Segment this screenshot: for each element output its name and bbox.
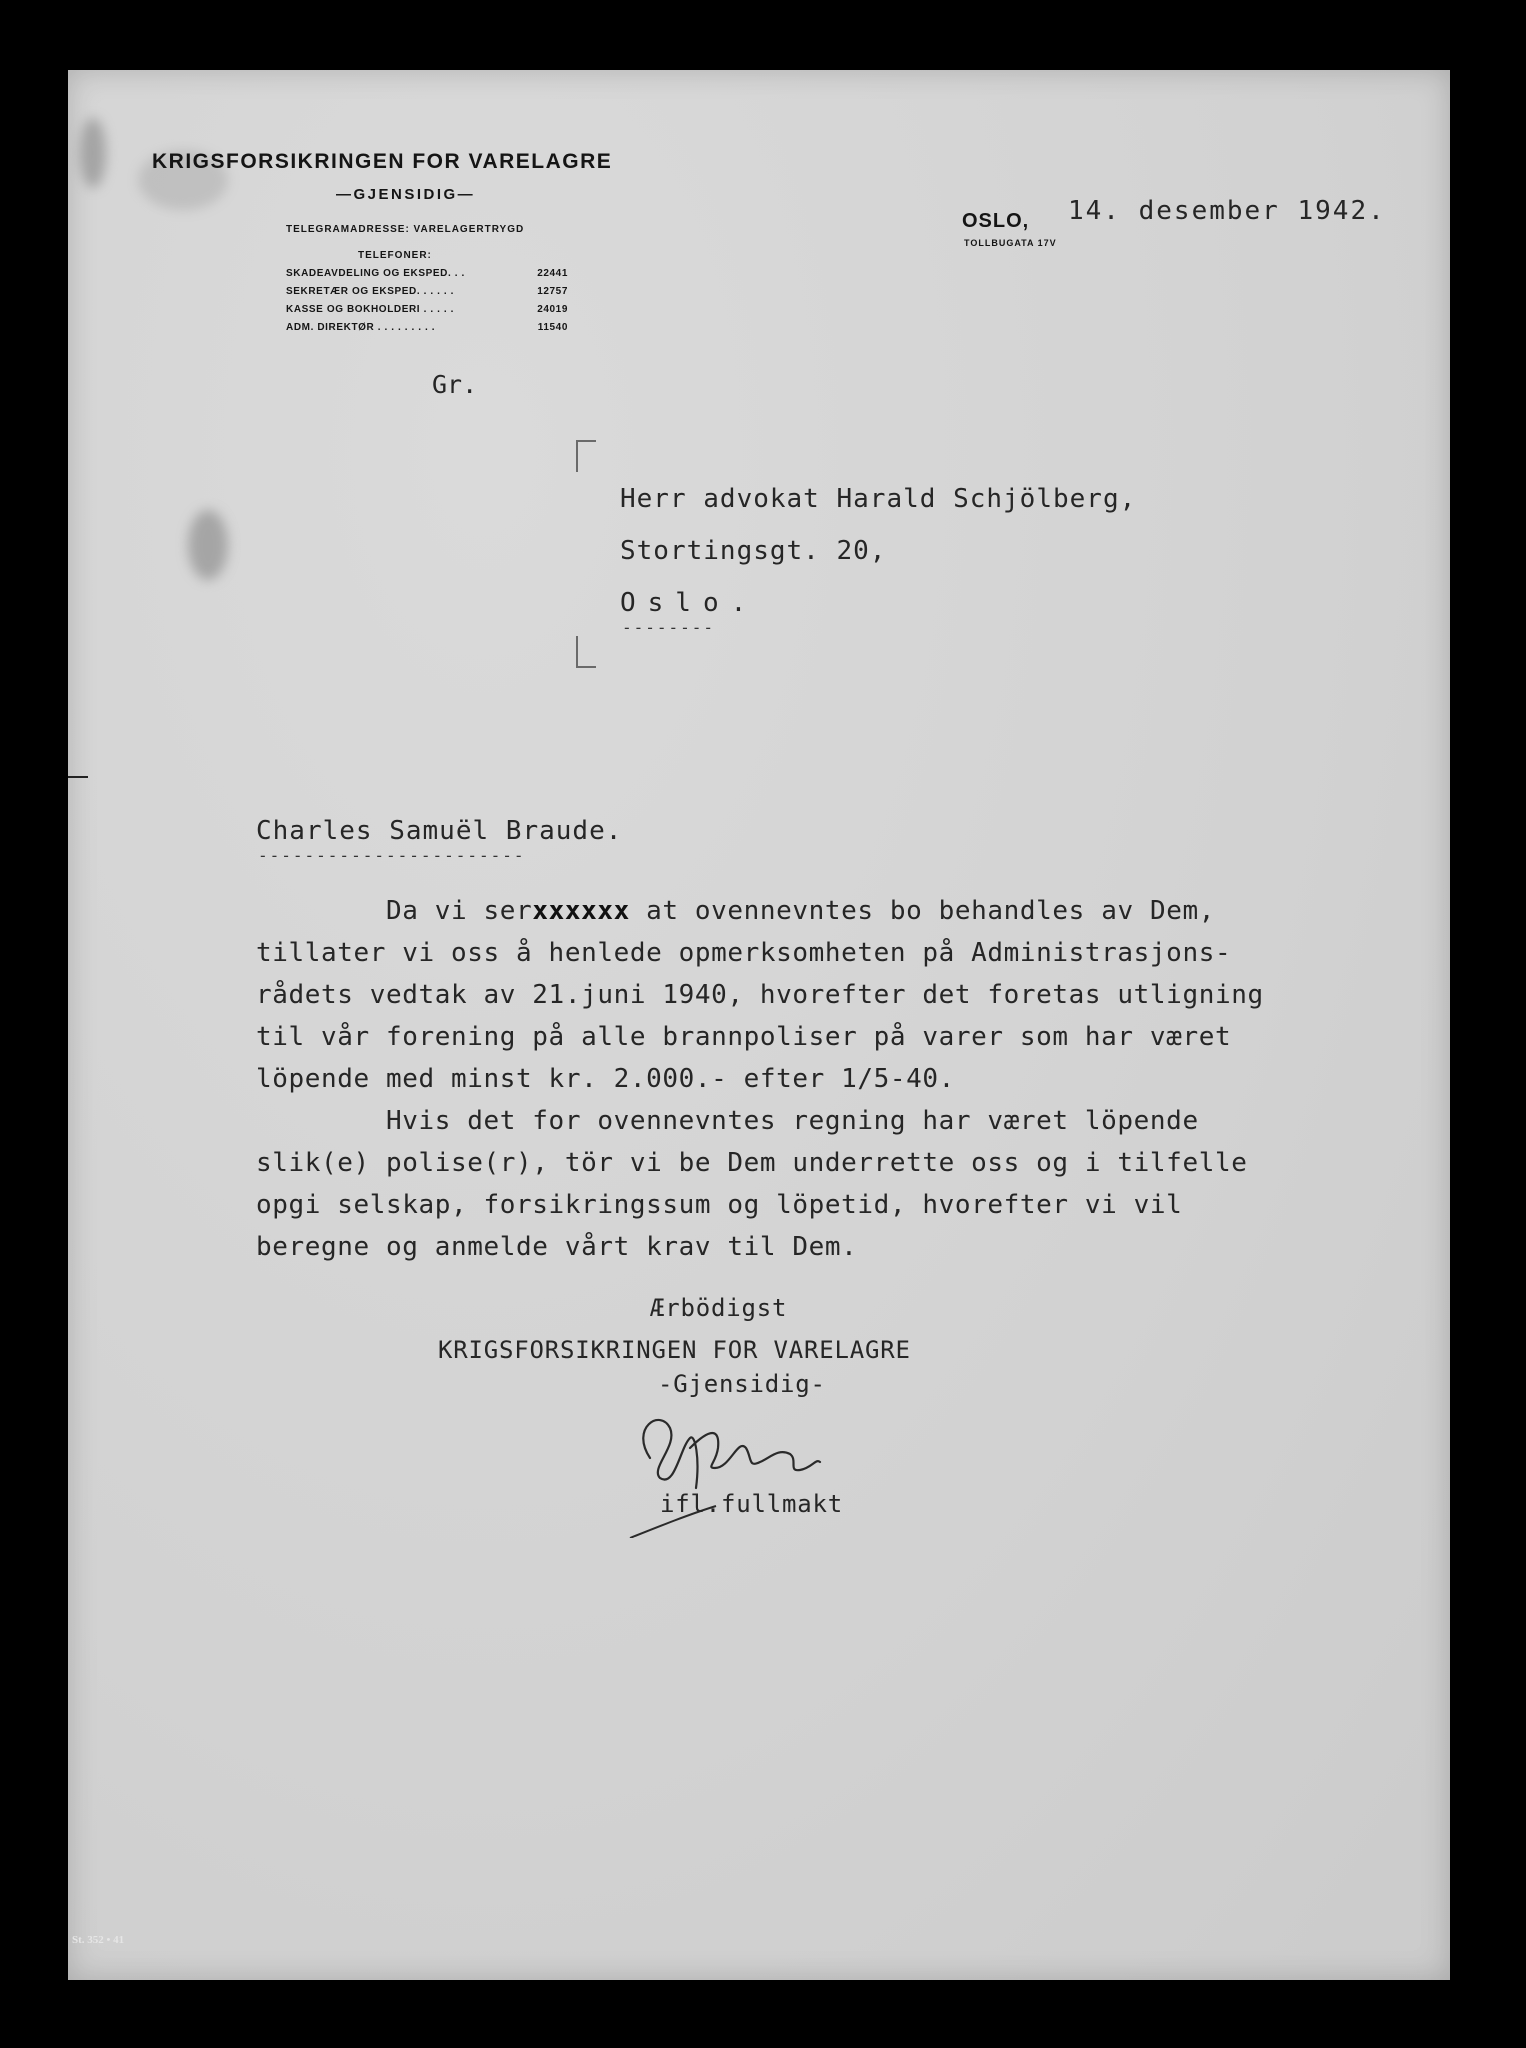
body-line: tillater vi oss å henlede opmerksomheten på Administrasjons- [256,938,1232,968]
closing-subtitle: -Gjensidig- [658,1370,826,1398]
phone-list [286,268,568,340]
form-code: St. 352 • 41 [72,1934,125,1946]
address-window-corner [576,636,596,668]
closing-greeting: Ærbödigst [650,1294,788,1322]
body-line: til vår forening på alle brannpoliser på varer som har været [256,1022,1232,1052]
letterhead-company: KRIGSFORSIKRINGEN FOR VARELAGRE [152,150,613,173]
phone-row: SKADEAVDELING OG EKSPED. . . 22441 [286,268,568,279]
signature-authority: ifl.fullmakt [660,1490,843,1518]
ink-smudge [188,510,228,580]
body-line: slik(e) polise(r), tör vi be Dem underrette oss og i tilfelle [256,1148,1248,1178]
body-line: Da vi serxxxxxx at ovennevntes bo behandles av Dem, [256,896,1215,926]
recipient-city: Oslo. [620,588,759,618]
ink-smudge [80,118,106,188]
recipient-name: Herr advokat Harald Schjölberg, [620,484,1137,514]
letterhead-place: OSLO, [962,210,1030,232]
body-line: Hvis det for ovennevntes regning har været löpende [256,1106,1199,1136]
phone-row: ADM. DIREKTØR . . . . . . . . . 11540 [286,322,568,333]
address-window-corner [576,440,596,472]
margin-mark [68,776,88,778]
body-line: opgi selskap, forsikringssum og löpetid, hvorefter vi vil [256,1190,1183,1220]
letterhead-subtitle: —GJENSIDIG— [336,186,476,203]
telegram-address: TELEGRAMADRESSE: VARELAGERTRYGD [286,224,525,235]
city-underline: -------- [622,618,716,637]
letter-subject: Charles Samuël Braude. [256,816,623,846]
letterhead-street: TOLLBUGATA 17V [964,238,1057,248]
body-line: rådets vedtak av 21.juni 1940, hvorefter det foretas utligning [256,980,1264,1010]
reference-initials: Gr. [432,370,478,399]
recipient-street: Stortingsgt. 20, [620,536,887,566]
struck-out-text: xxxxxx [532,896,630,926]
body-line: löpende med minst kr. 2.000.- efter 1/5-40. [256,1064,955,1094]
phone-row: SEKRETÆR OG EKSPED. . . . . . 12757 [286,286,568,297]
closing-company: KRIGSFORSIKRINGEN FOR VARELAGRE [438,1336,911,1364]
phone-row: KASSE OG BOKHOLDERI . . . . . 24019 [286,304,568,315]
subject-underline: ----------------------- [258,846,526,865]
body-line: beregne og anmelde vårt krav til Dem. [256,1232,858,1262]
letter-date: 14. desember 1942. [1068,196,1386,226]
phones-heading: TELEFONER: [358,250,432,261]
